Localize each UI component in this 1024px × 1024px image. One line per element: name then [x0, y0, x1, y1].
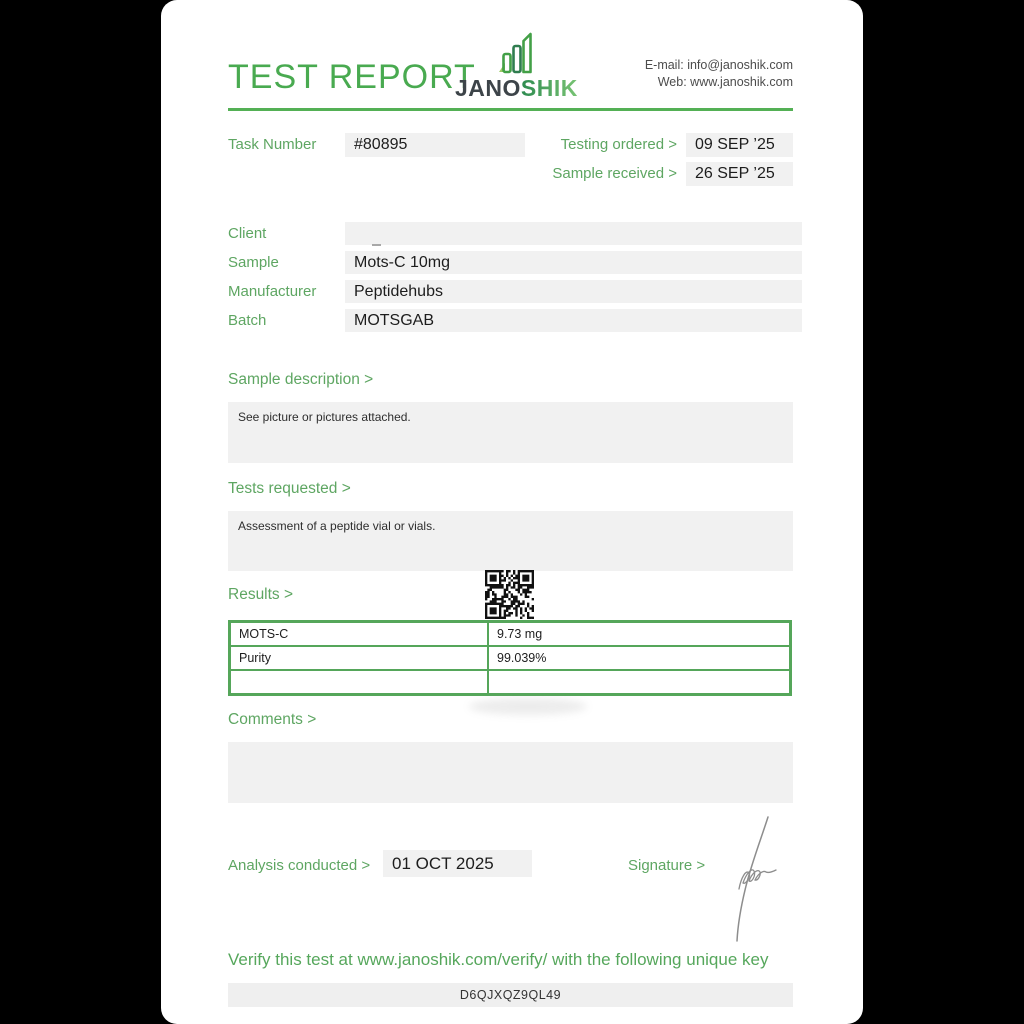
growth-chart-icon [492, 32, 538, 76]
unique-key-value: D6QJXQZ9QL49 [228, 983, 793, 1007]
logo-text-dark: JANO [455, 75, 521, 101]
result-value: 99.039% [488, 646, 790, 670]
sample-received-value: 26 SEP ’25 [686, 162, 793, 186]
batch-label: Batch [228, 312, 267, 329]
testing-ordered-row [561, 133, 793, 157]
signature-scribble [721, 814, 783, 944]
manufacturer-label: Manufacturer [228, 283, 317, 300]
comments-heading: Comments > [228, 711, 317, 728]
client-label: Client [228, 225, 267, 242]
logo-wordmark [455, 75, 578, 101]
contact-email-line [645, 57, 793, 74]
result-value [488, 670, 790, 694]
signature-label: Signature > [628, 857, 706, 874]
sample-value: Mots-C 10mg [345, 251, 802, 274]
result-name: Purity [230, 646, 488, 670]
contact-info [645, 57, 793, 91]
page-title: TEST REPORT [228, 58, 476, 96]
analysis-conducted-label: Analysis conducted > [228, 857, 371, 874]
janoshik-logo [455, 32, 578, 101]
report-page [161, 0, 863, 1024]
verify-instruction: Verify this test at www.janoshik.com/verify/ with the following unique key [228, 950, 769, 969]
tests-requested-box: Assessment of a peptide vial or vials. [228, 511, 793, 571]
contact-web-line [645, 74, 793, 91]
manufacturer-value: Peptidehubs [345, 280, 802, 303]
faded-stamp-smudge [469, 698, 587, 715]
sample-description-heading: Sample description > [228, 371, 374, 388]
web-label: Web: [657, 75, 687, 89]
tests-requested-heading: Tests requested > [228, 480, 351, 497]
sample-received-row [552, 162, 793, 186]
testing-ordered-label: Testing ordered > [560, 136, 677, 153]
result-value: 9.73 mg [488, 622, 790, 646]
email-value: info@janoshik.com [687, 58, 793, 72]
sample-description-box: See picture or pictures attached. [228, 402, 793, 463]
batch-value: MOTSGAB [345, 309, 802, 332]
header-divider [228, 108, 793, 111]
result-name: MOTS-C [230, 622, 488, 646]
qr-code [485, 570, 534, 619]
client-value [345, 222, 802, 245]
task-number-value: #80895 [345, 133, 525, 157]
analysis-date-value: 01 OCT 2025 [383, 850, 532, 877]
comments-box [228, 742, 793, 803]
web-value: www.janoshik.com [690, 75, 793, 89]
logo-text-green: SHIK [520, 75, 578, 101]
result-name [230, 670, 488, 694]
sample-label: Sample [228, 254, 279, 271]
task-number-label: Task Number [228, 136, 317, 153]
redaction-remnant [372, 244, 381, 246]
sample-received-label: Sample received > [552, 165, 677, 182]
results-table [228, 620, 792, 696]
testing-ordered-value: 09 SEP ’25 [686, 133, 793, 157]
email-label: E-mail: [644, 58, 684, 72]
results-heading: Results > [228, 586, 294, 603]
